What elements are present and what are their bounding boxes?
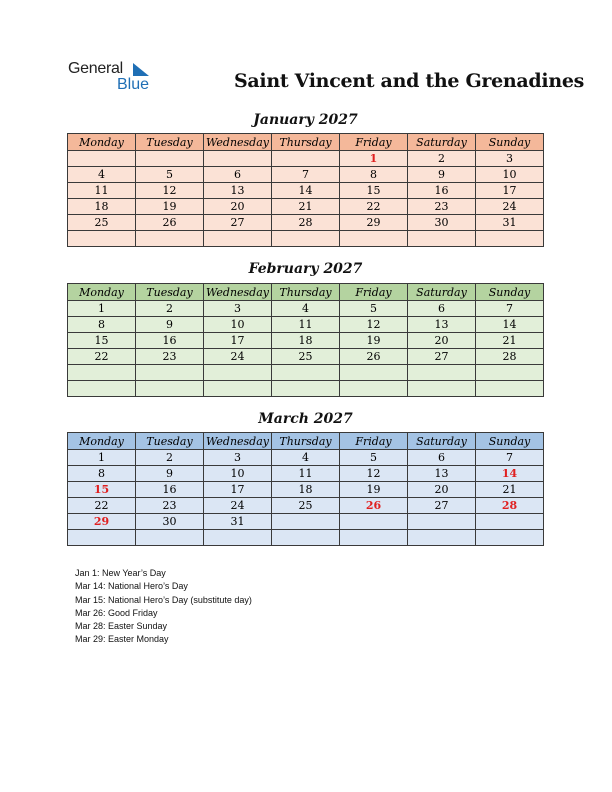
day-cell: 20 [408,482,476,498]
day-cell: 29 [340,215,408,231]
weekday-header: Saturday [408,134,476,151]
day-cell: 12 [340,317,408,333]
day-cell: 9 [136,317,204,333]
month-calendar-table [67,283,544,397]
day-cell: 15 [68,482,136,498]
day-cell: 12 [340,466,408,482]
empty-day-cell [340,381,408,397]
empty-day-cell [136,151,204,167]
weekday-header: Thursday [272,284,340,301]
day-cell: 12 [136,183,204,199]
day-cell: 7 [476,301,544,317]
empty-day-cell [340,530,408,546]
day-cell: 16 [408,183,476,199]
weekday-header: Wednesday [204,134,272,151]
empty-day-cell [68,365,136,381]
day-cell: 11 [272,317,340,333]
empty-day-cell [408,381,476,397]
day-cell: 9 [408,167,476,183]
weekday-header: Wednesday [204,284,272,301]
day-cell: 30 [136,514,204,530]
day-cell: 3 [476,151,544,167]
day-cell: 14 [476,466,544,482]
week-row [68,301,544,317]
month-title: January 2027 [253,112,358,128]
day-cell: 11 [68,183,136,199]
weekday-header: Sunday [476,284,544,301]
day-cell: 28 [476,498,544,514]
week-row [68,466,544,482]
week-row [68,514,544,530]
empty-day-cell [476,530,544,546]
day-cell: 21 [476,333,544,349]
empty-day-cell [272,365,340,381]
empty-day-cell [340,365,408,381]
day-cell: 10 [204,466,272,482]
month-title: February 2027 [248,261,363,277]
week-row [68,333,544,349]
empty-day-cell [272,151,340,167]
day-cell: 27 [204,215,272,231]
weekday-header: Monday [68,134,136,151]
day-cell: 28 [476,349,544,365]
empty-day-cell [408,365,476,381]
day-cell: 1 [340,151,408,167]
empty-day-cell [340,514,408,530]
day-cell: 24 [204,498,272,514]
day-cell: 15 [68,333,136,349]
day-cell: 25 [68,215,136,231]
empty-day-cell [68,381,136,397]
empty-day-cell [476,231,544,247]
day-cell: 7 [272,167,340,183]
empty-day-cell [68,151,136,167]
weekday-header: Thursday [272,134,340,151]
day-cell: 14 [272,183,340,199]
day-cell: 4 [272,301,340,317]
empty-day-cell [68,530,136,546]
empty-day-cell [340,231,408,247]
day-cell: 24 [476,199,544,215]
week-row [68,498,544,514]
day-cell: 23 [136,498,204,514]
day-cell: 17 [204,482,272,498]
empty-day-cell [272,381,340,397]
day-cell: 31 [204,514,272,530]
weekday-header: Saturday [408,433,476,450]
weekday-header: Tuesday [136,433,204,450]
empty-day-cell [204,381,272,397]
day-cell: 19 [340,482,408,498]
week-row [68,167,544,183]
day-cell: 9 [136,466,204,482]
empty-day-cell [272,231,340,247]
month-calendar-table [67,133,544,247]
day-cell: 5 [136,167,204,183]
empty-day-cell [476,514,544,530]
day-cell: 4 [272,450,340,466]
empty-day-cell [204,151,272,167]
day-cell: 8 [340,167,408,183]
empty-day-cell [136,365,204,381]
day-cell: 6 [204,167,272,183]
day-cell: 11 [272,466,340,482]
logo-general-text: General [68,60,123,77]
weekday-header: Monday [68,284,136,301]
day-cell: 26 [340,349,408,365]
day-cell: 20 [204,199,272,215]
day-cell: 4 [68,167,136,183]
day-cell: 18 [272,333,340,349]
day-cell: 1 [68,301,136,317]
weekday-header: Friday [340,284,408,301]
empty-day-cell [204,231,272,247]
generalblue-logo [68,60,168,100]
empty-day-cell [408,514,476,530]
week-row [68,231,544,247]
weekday-header: Sunday [476,433,544,450]
day-cell: 3 [204,301,272,317]
holiday-note: Mar 14: National Hero’s Day [75,581,188,592]
day-cell: 6 [408,450,476,466]
day-cell: 5 [340,301,408,317]
empty-day-cell [136,530,204,546]
day-cell: 3 [204,450,272,466]
day-cell: 8 [68,317,136,333]
day-cell: 13 [408,317,476,333]
day-cell: 19 [340,333,408,349]
day-cell: 10 [476,167,544,183]
day-cell: 25 [272,349,340,365]
day-cell: 7 [476,450,544,466]
country-title: Saint Vincent and the Grenadines [234,70,585,92]
day-cell: 23 [136,349,204,365]
day-cell: 28 [272,215,340,231]
day-cell: 22 [68,349,136,365]
week-row [68,317,544,333]
empty-day-cell [136,231,204,247]
day-cell: 18 [272,482,340,498]
weekday-header: Tuesday [136,134,204,151]
week-row [68,381,544,397]
weekday-header-row [68,134,544,151]
holiday-notes [75,567,252,647]
week-row [68,530,544,546]
weekday-header-row [68,433,544,450]
holiday-note: Mar 29: Easter Monday [75,634,169,645]
day-cell: 2 [408,151,476,167]
week-row [68,365,544,381]
day-cell: 30 [408,215,476,231]
day-cell: 31 [476,215,544,231]
weekday-header-row [68,284,544,301]
week-row [68,199,544,215]
day-cell: 2 [136,450,204,466]
week-row [68,482,544,498]
day-cell: 22 [340,199,408,215]
day-cell: 17 [204,333,272,349]
day-cell: 25 [272,498,340,514]
week-row [68,215,544,231]
logo-blue-text: Blue [117,76,150,93]
day-cell: 13 [408,466,476,482]
week-row [68,349,544,365]
day-cell: 27 [408,349,476,365]
month-title: March 2027 [258,411,353,427]
weekday-header: Saturday [408,284,476,301]
day-cell: 23 [408,199,476,215]
holiday-note: Jan 1: New Year’s Day [75,568,166,578]
week-row [68,183,544,199]
empty-day-cell [408,231,476,247]
day-cell: 21 [476,482,544,498]
day-cell: 18 [68,199,136,215]
empty-day-cell [272,514,340,530]
holiday-note: Mar 26: Good Friday [75,607,158,618]
holiday-note: Mar 28: Easter Sunday [75,621,168,632]
day-cell: 5 [340,450,408,466]
empty-day-cell [272,530,340,546]
month-calendar-table [67,432,544,546]
day-cell: 6 [408,301,476,317]
day-cell: 14 [476,317,544,333]
empty-day-cell [408,530,476,546]
week-row [68,450,544,466]
day-cell: 15 [340,183,408,199]
weekday-header: Thursday [272,433,340,450]
week-row [68,151,544,167]
day-cell: 8 [68,466,136,482]
empty-day-cell [476,365,544,381]
day-cell: 16 [136,482,204,498]
weekday-header: Friday [340,134,408,151]
weekday-header: Wednesday [204,433,272,450]
day-cell: 13 [204,183,272,199]
day-cell: 27 [408,498,476,514]
empty-day-cell [204,530,272,546]
empty-day-cell [476,381,544,397]
day-cell: 1 [68,450,136,466]
day-cell: 29 [68,514,136,530]
day-cell: 26 [136,215,204,231]
day-cell: 24 [204,349,272,365]
day-cell: 22 [68,498,136,514]
day-cell: 20 [408,333,476,349]
empty-day-cell [204,365,272,381]
day-cell: 26 [340,498,408,514]
empty-day-cell [68,231,136,247]
holiday-note: Mar 15: National Hero’s Day (substitute day) [75,594,252,605]
weekday-header: Tuesday [136,284,204,301]
day-cell: 19 [136,199,204,215]
weekday-header: Friday [340,433,408,450]
day-cell: 16 [136,333,204,349]
day-cell: 10 [204,317,272,333]
weekday-header: Sunday [476,134,544,151]
day-cell: 2 [136,301,204,317]
empty-day-cell [136,381,204,397]
day-cell: 17 [476,183,544,199]
day-cell: 21 [272,199,340,215]
weekday-header: Monday [68,433,136,450]
